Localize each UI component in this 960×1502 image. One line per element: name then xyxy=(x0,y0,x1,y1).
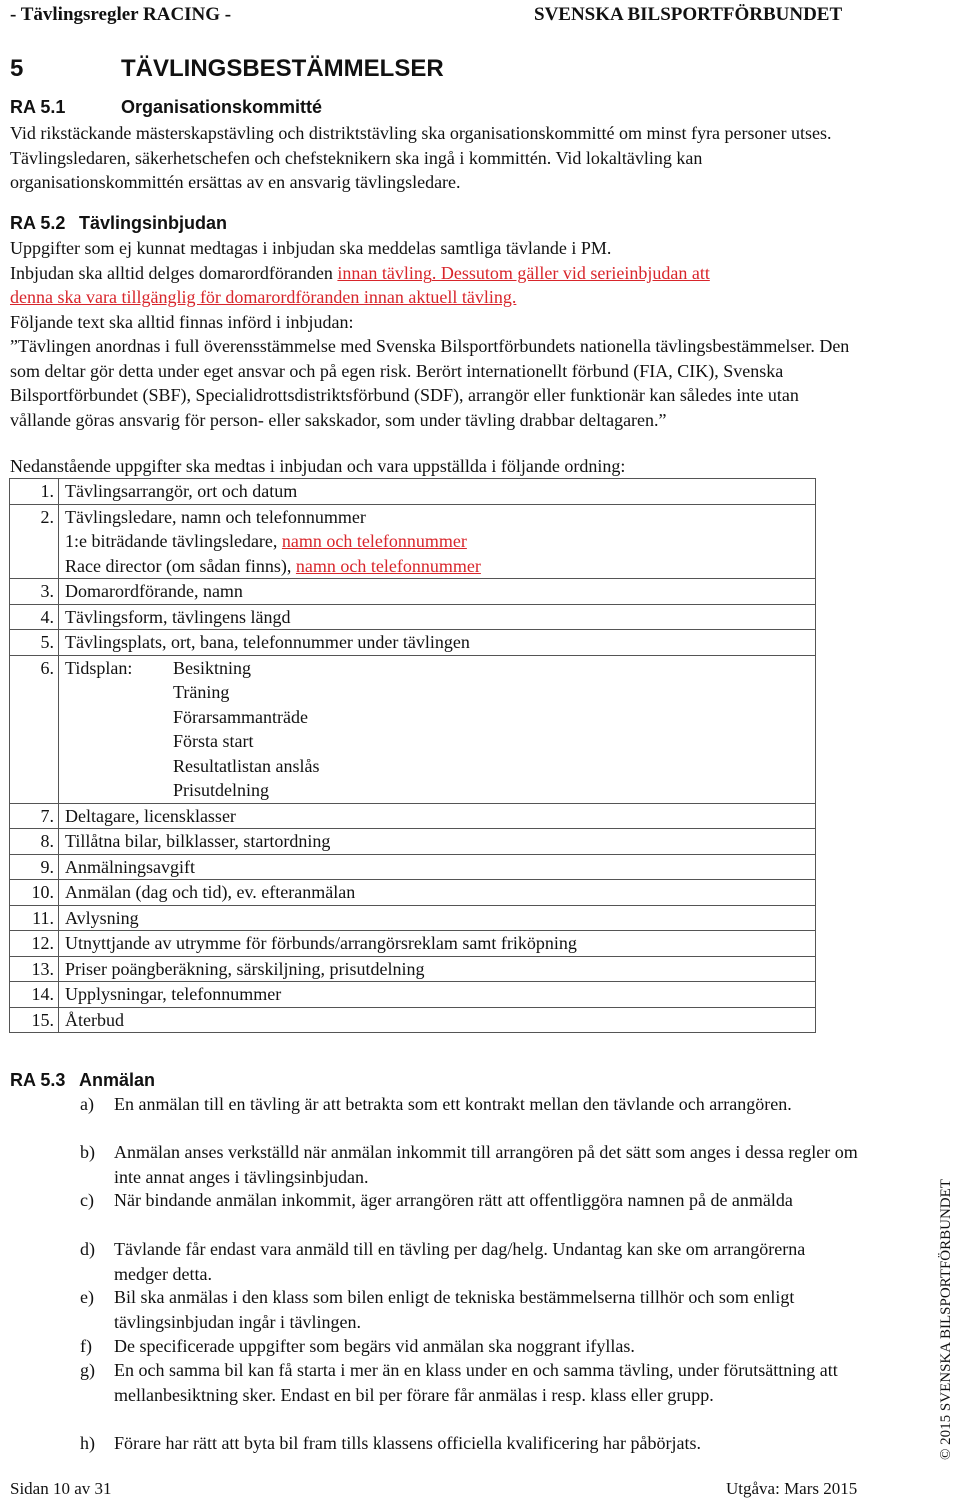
table-row xyxy=(10,982,816,1008)
item-text: Tillåtna bilar, bilklasser, startordning xyxy=(59,829,816,855)
item-text: Domarordförande, namn xyxy=(59,579,816,605)
item-sub xyxy=(65,529,815,554)
table-row xyxy=(10,504,816,579)
table-row xyxy=(10,479,816,505)
list-item xyxy=(80,1334,860,1359)
schedule-item: Besiktning xyxy=(173,657,252,678)
table-row xyxy=(10,803,816,829)
item-text xyxy=(59,655,816,803)
item-text: En anmälan till en tävling är att betrakta som ett kontrakt mellan den tävlande och arrangören. xyxy=(114,1094,792,1114)
item-number: 12. xyxy=(10,931,59,957)
table-row xyxy=(10,905,816,931)
item-sub-red: namn och telefonnummer xyxy=(295,555,481,576)
item-number: 15. xyxy=(10,1007,59,1033)
item-text: Utnyttjande av utrymme för förbunds/arrangörsreklam samt friköpning xyxy=(59,931,816,957)
item-letter: c) xyxy=(80,1190,94,1210)
table-row xyxy=(10,880,816,906)
item-number: 7. xyxy=(10,803,59,829)
item-text: De specificerade uppgifter som begärs vid anmälan ska noggrant ifyllas. xyxy=(114,1336,635,1356)
list-item xyxy=(80,1431,860,1456)
item-text: Tävlingsarrangör, ort och datum xyxy=(59,479,816,505)
header-left: - Tävlingsregler RACING - xyxy=(10,4,232,25)
item-number: 13. xyxy=(10,956,59,982)
footer-edition: Utgåva: Mars 2015 xyxy=(726,1479,858,1498)
chapter-title: TÄVLINGSBESTÄMMELSER xyxy=(121,55,444,82)
item-text xyxy=(59,504,816,579)
table-row xyxy=(10,854,816,880)
item-number: 2. xyxy=(10,504,59,579)
schedule-item: Första start xyxy=(173,731,254,751)
list-item xyxy=(80,1285,860,1334)
s53-number: RA 5.3 xyxy=(10,1070,66,1090)
item-text: Anmälan anses verkställd när anmälan inkommit till arrangören på det sätt som anges i dessa regler om inte annat anges i tävlingsinbjudan. xyxy=(114,1142,858,1187)
header-right: SVENSKA BILSPORTFÖRBUNDET xyxy=(534,4,843,25)
item-main: Tävlingsledare, namn och telefonnummer xyxy=(65,506,366,527)
schedule-item: Prisutdelning xyxy=(173,780,270,800)
table-row xyxy=(10,655,816,803)
item-number: 9. xyxy=(10,854,59,880)
item-letter: b) xyxy=(80,1142,95,1162)
item-letter: h) xyxy=(80,1433,95,1453)
item-letter: d) xyxy=(80,1239,95,1259)
item-number: 14. xyxy=(10,982,59,1008)
item-number: 11. xyxy=(10,905,59,931)
s52-line2b: innan tävling xyxy=(337,263,432,283)
item-text: Priser poängberäkning, särskiljning, prisutdelning xyxy=(59,956,816,982)
item-sub-text: Race director (om sådan finns), xyxy=(65,555,296,576)
s51-number: RA 5.1 xyxy=(10,97,66,117)
schedule xyxy=(65,656,815,803)
schedule-label: Tidsplan: xyxy=(65,657,133,678)
item-text: Deltagare, licensklasser xyxy=(59,803,816,829)
item-text: Avlysning xyxy=(59,905,816,931)
item-sub-text: 1:e biträdande tävlingsledare, xyxy=(65,531,282,551)
schedule-item: Resultatlistan anslås xyxy=(173,755,320,776)
s52-line2 xyxy=(10,261,910,286)
s52-line2a: Inbjudan ska alltid delges domarordföranden xyxy=(10,263,338,283)
item-text: Upplysningar, telefonnummer xyxy=(59,982,816,1008)
item-text: Anmälan (dag och tid), ev. efteranmälan xyxy=(59,880,816,906)
item-number: 4. xyxy=(10,604,59,630)
s52-line1: Uppgifter som ej kunnat medtagas i inbjudan ska meddelas samtliga tävlande i PM. xyxy=(10,238,612,258)
table-row xyxy=(10,956,816,982)
item-letter: a) xyxy=(80,1094,94,1114)
footer-page: Sidan 10 av 31 xyxy=(10,1479,112,1498)
s52-line4: Följande text ska alltid finnas införd i inbjudan: xyxy=(10,312,354,332)
table-row xyxy=(10,630,816,656)
chapter-number: 5 xyxy=(10,55,24,82)
item-text: När bindande anmälan inkommit, äger arrangören rätt att offentliggöra namnen på de anmälda xyxy=(114,1190,793,1210)
item-number: 10. xyxy=(10,880,59,906)
invitation-items-table xyxy=(9,478,816,1033)
item-number: 5. xyxy=(10,630,59,656)
item-text: Förare har rätt att byta bil fram tills klassens officiella kvalificering har påbörjats. xyxy=(114,1433,701,1453)
list-item xyxy=(80,1358,860,1407)
list-item xyxy=(80,1140,860,1189)
s51-title: Organisationskommitté xyxy=(121,97,323,117)
schedule-items xyxy=(173,656,319,803)
s52-quote: ”Tävlingen anordnas i full överensstämmelse med Svenska Bilsportförbundets nationella tävlingsbestämmelser. Den som deltar gör detta under eget ansvar och på egen risk. Berört internationellt förbund (FIA, CIK), Svenska Bilsportförbundet (SBF), Specialidrottsdistriktsförbund (SDF), arrangör eller funktionär kan således inte utan vållande göras ansvarig för person- eller sakskador, som under tävling drabbar deltagaren.” xyxy=(10,336,850,430)
item-letter: e) xyxy=(80,1287,94,1307)
item-number: 8. xyxy=(10,829,59,855)
item-letter: f) xyxy=(80,1336,92,1356)
item-text: Tävlingsplats, ort, bana, telefonnummer under tävlingen xyxy=(59,630,816,656)
item-text: Återbud xyxy=(59,1007,816,1033)
list-item xyxy=(80,1188,860,1213)
s52-line2c: . Dessutom gäller vid serieinbjudan att xyxy=(431,263,710,283)
s52-line3: denna ska vara tillgänglig för domarordföranden innan aktuell tävling. xyxy=(10,287,517,307)
schedule-item: Förarsammanträde xyxy=(173,706,308,727)
schedule-item: Träning xyxy=(173,682,230,702)
item-number: 6. xyxy=(10,655,59,803)
item-text: Tävlingsform, tävlingens längd xyxy=(59,604,816,630)
table-row xyxy=(10,579,816,605)
list-item xyxy=(80,1237,860,1286)
s52-title: Tävlingsinbjudan xyxy=(79,213,228,233)
item-sub-red: namn och telefonnummer xyxy=(281,531,467,551)
item-text: En och samma bil kan få starta i mer än en klass under en och samma tävling, under förutsättning att mellanbesiktning sker. Endast en bil per förare får anmälas i resp. klass eller grupp. xyxy=(114,1360,838,1405)
side-copyright: © 2015 SVENSKA BILSPORTFÖRBUNDET xyxy=(938,1179,954,1460)
s53-title: Anmälan xyxy=(79,1070,156,1090)
table-row xyxy=(10,931,816,957)
list-item xyxy=(80,1092,860,1117)
item-text: Tävlande får endast vara anmäld till en tävling per dag/helg. Undantag kan ske om arrangörerna medger detta. xyxy=(114,1239,806,1284)
item-number: 3. xyxy=(10,579,59,605)
item-number: 1. xyxy=(10,479,59,505)
s51-text: Vid rikstäckande mästerskapstävling och distriktstävling ska organisationskommitté om minst fyra personer utses. Tävlingsledaren, säkerhetschefen och chefsteknikern ska ingå i kommittén. Vid lokaltävling kan organisationskommittén ersättas av en ansvarig tävlingsledare. xyxy=(10,123,832,192)
item-text: Anmälningsavgift xyxy=(59,854,816,880)
s52-number: RA 5.2 xyxy=(10,213,66,233)
table-row xyxy=(10,829,816,855)
item-letter: g) xyxy=(80,1360,95,1380)
table-row xyxy=(10,604,816,630)
item-text: Bil ska anmälas i den klass som bilen enligt de tekniska bestämmelserna tillhör och som enligt tävlingsinbjudan ingår i tävlingen. xyxy=(114,1287,795,1332)
s52-intro: Nedanstående uppgifter ska medtas i inbjudan och vara uppställda i följande ordning: xyxy=(10,456,626,476)
item-sub xyxy=(65,554,815,579)
table-row xyxy=(10,1007,816,1033)
